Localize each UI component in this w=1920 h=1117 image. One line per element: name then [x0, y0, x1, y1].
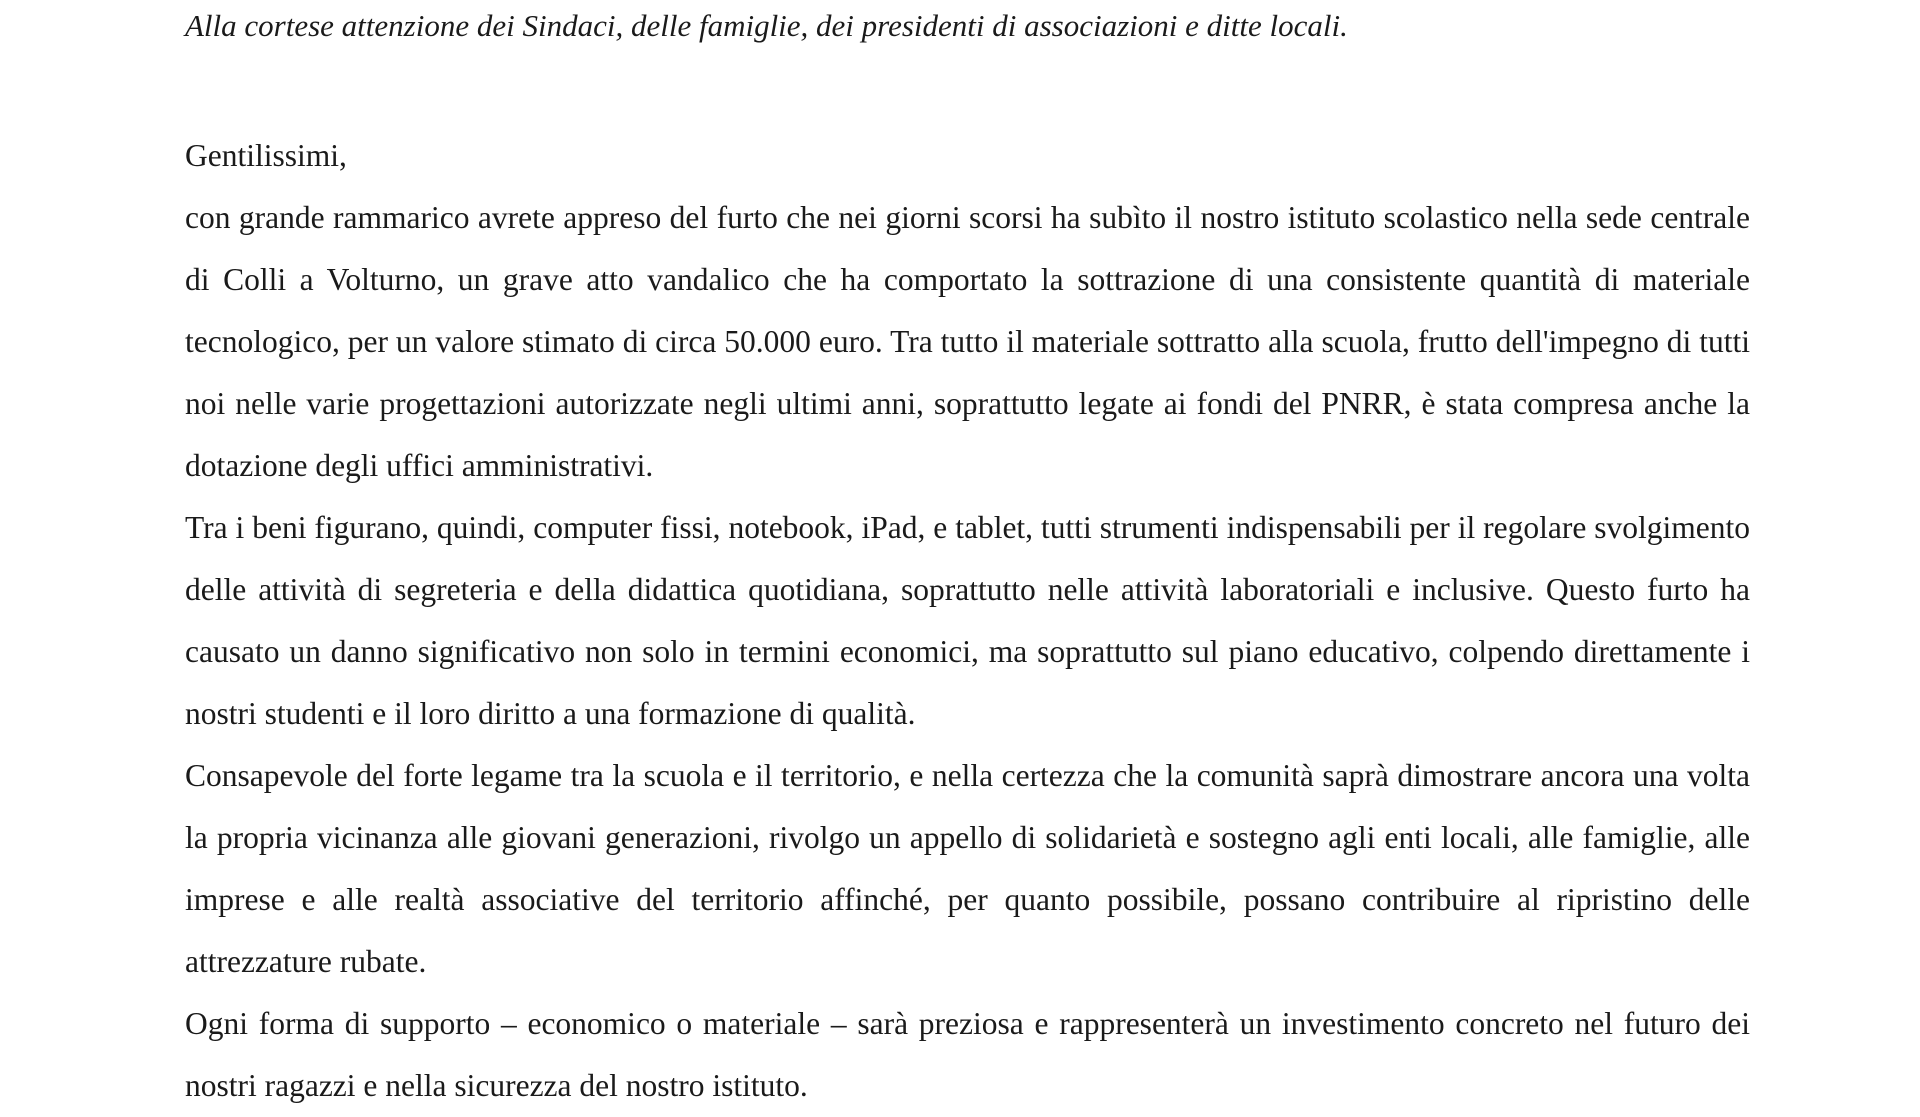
- letter-body: [185, 125, 1750, 1117]
- greeting: Gentilissimi,: [185, 138, 347, 173]
- paragraph-stolen-goods: Tra i beni figurano, quindi, computer fissi, notebook, iPad, e tablet, tutti strumenti indispensabili per il regolare svolgimento delle attività di segreteria e della didattica quotidiana, soprattutto nelle attività laboratoriali e inclusive. Questo furto ha causato un danno significativo non solo in termini economici, ma soprattutto sul piano educativo, colpendo direttamente i nostri studenti e il loro diritto a una formazione di qualità.: [185, 510, 1750, 731]
- paragraph-theft-report: con grande rammarico avrete appreso del furto che nei giorni scorsi ha subìto il nostro istituto scolastico nella sede centrale di Colli a Volturno, un grave atto vandalico che ha comportato la sottrazione di una consistente quantità di materiale tecnologico, per un valore stimato di circa 50.000 euro. Tra tutto il materiale sottratto alla scuola, frutto dell'impegno di tutti noi nelle varie progettazioni autorizzate negli ultimi anni, soprattutto legate ai fondi del PNRR, è stata compresa anche la dotazione degli uffici amministrativi.: [185, 200, 1750, 483]
- paragraph-support: Ogni forma di supporto – economico o materiale – sarà preziosa e rappresenterà un investimento concreto nel futuro dei nostri ragazzi e nella sicurezza del nostro istituto.: [185, 1006, 1750, 1103]
- address-line: Alla cortese attenzione dei Sindaci, delle famiglie, dei presidenti di associazioni e ditte locali.: [185, 8, 1348, 43]
- paragraph-solidarity-appeal: Consapevole del forte legame tra la scuola e il territorio, e nella certezza che la comunità saprà dimostrare ancora una volta la propria vicinanza alle giovani generazioni, rivolgo un appello di solidarietà e sostegno agli enti locali, alle famiglie, alle imprese e alle realtà associative del territorio affinché, per quanto possibile, possano contribuire al ripristino delle attrezzature rubate.: [185, 758, 1750, 979]
